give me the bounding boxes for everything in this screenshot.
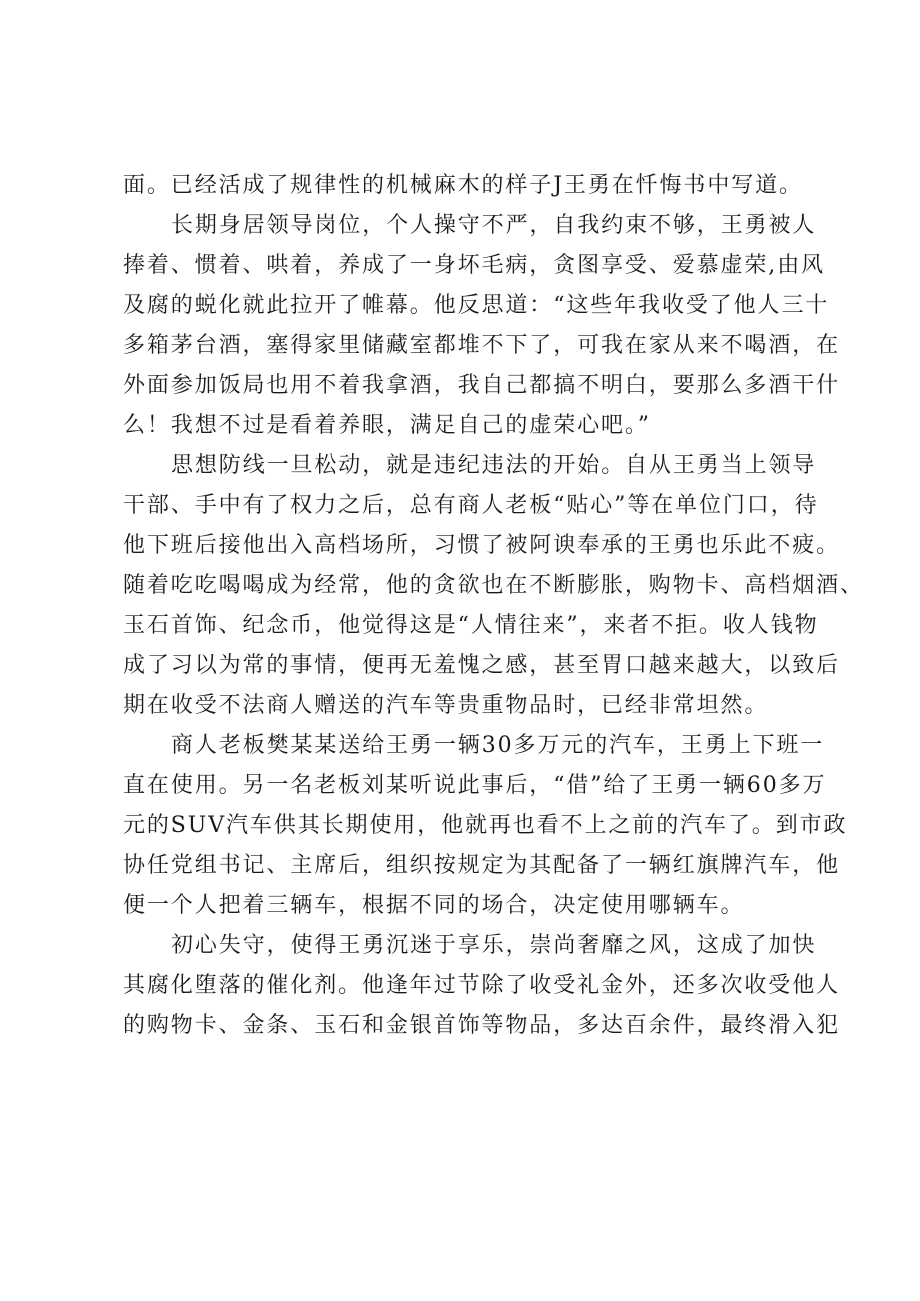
paragraph-3 [123,446,864,726]
text-line: 元的SUV汽车供其长期使用，他就再也看不上之前的汽车了。到市政 [123,813,848,838]
text-line: 直在使用。另一名老板刘某听说此事后，“借”给了王勇一辆60多万 [123,773,827,798]
text-line: 面。已经活成了规律性的机械麻木的样子J王勇在忏悔书中写道。 [123,173,803,198]
text-line: 初心失守，使得王勇沉迷于享乐，崇尚奢靡之风，这成了加快 [171,933,817,958]
paragraph-5 [123,926,841,1046]
text-line: 么！我想不过是看着养眼，满足自己的虚荣心吧。” [123,413,651,438]
paragraph-4 [123,726,848,926]
text-line: 及腐的蜕化就此拉开了帷幕。他反思道：“这些年我收受了他人三十 [123,293,830,318]
text-line: 长期身居领导岗位，个人操守不严，自我约束不够，王勇被人 [171,213,817,238]
text-line: 的购物卡、金条、玉石和金银首饰等物品，多达百余件，最终滑入犯 [123,1013,841,1038]
text-line: 多箱茅台酒，塞得家里储藏室都堆不下了，可我在家从来不喝酒，在 [123,333,841,358]
paragraph-2 [123,206,841,446]
text-line: 其腐化堕落的催化剂。他逢年过节除了收受礼金外，还多次收受他人 [123,973,841,998]
text-line: 协任党组书记、主席后，组织按规定为其配备了一辆红旗牌汽车，他 [123,853,841,878]
text-line: 便一个人把着三辆车，根据不同的场合，决定使用哪辆车。 [123,893,745,918]
text-line: 期在收受不法商人赠送的汽车等贵重物品时，已经非常坦然。 [123,693,769,718]
text-line: 玉石首饰、纪念币，他觉得这是“人情往来”，来者不拒。收人钱物 [123,613,819,638]
text-line: 商人老板樊某某送给王勇一辆30多万元的汽车，王勇上下班一 [171,733,825,758]
text-line: 成了习以为常的事情，便再无羞愧之感，甚至胃口越来越大，以致后 [123,653,841,678]
text-line: 他下班后接他出入高档场所，习惯了被阿谀奉承的王勇也乐此不疲。 [123,533,841,558]
text-line: 思想防线一旦松动，就是违纪违法的开始。自从王勇当上领导 [171,453,817,478]
text-line: 随着吃吃喝喝成为经常，他的贪欲也在不断膨胀，购物卡、高档烟酒、 [123,573,864,598]
body-text [123,166,864,1046]
paragraph-1 [123,166,809,206]
text-line: 外面参加饭局也用不着我拿酒，我自己都搞不明白，要那么多酒干什 [123,373,841,398]
text-line: 干部、手中有了权力之后，总有商人老板“贴心”等在单位门口，待 [123,493,819,518]
text-line: 捧着、惯着、哄着，养成了一身坏毛病，贪图享受、爱慕虚荣,由风 [123,253,825,278]
